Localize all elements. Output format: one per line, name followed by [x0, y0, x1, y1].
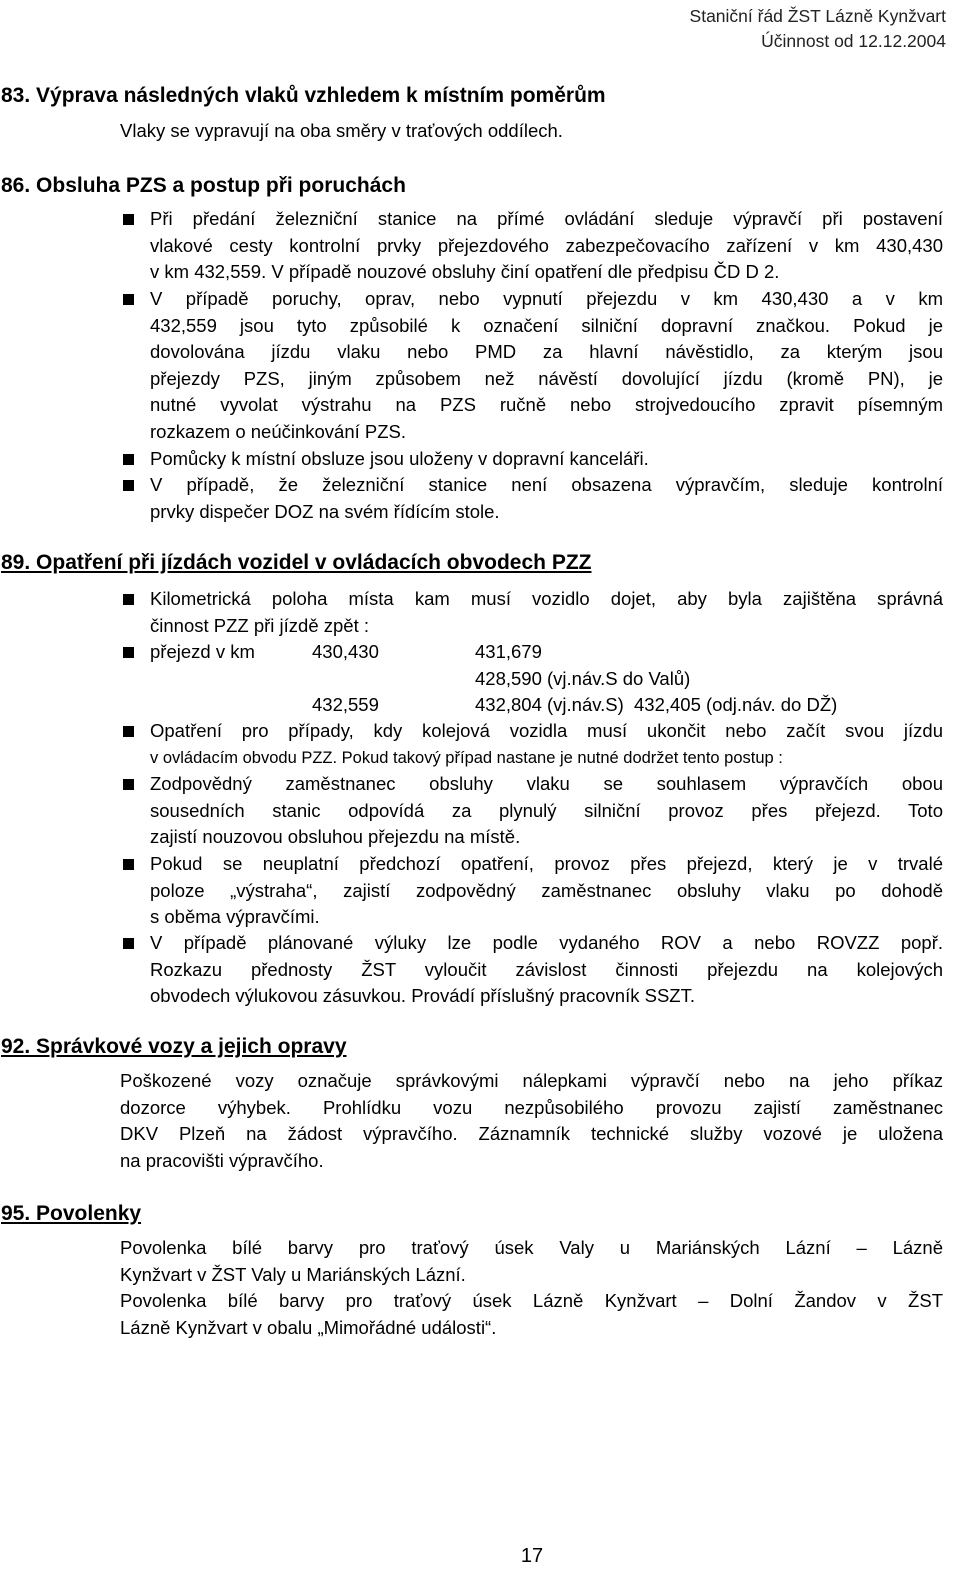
section-89-title: 89. Opatření při jízdách vozidel v ovládacích obvodech PZZ	[1, 551, 592, 574]
bullet-square-icon	[123, 938, 134, 949]
crossing-row-1	[150, 639, 943, 666]
crossing-value-2: 428,590 (vj.náv.S do Valů)	[475, 667, 691, 689]
section-89-bullet-1: Kilometrická poloha místa kam musí vozidlo dojet, aby byla zajištěna správná činnost PZZ při jízdě zpět :	[150, 586, 943, 639]
bullet-square-icon	[123, 214, 134, 225]
section-89-bullet-4: Pokud se neuplatní předchozí opatření, provoz přes přejezd, který je v trvalé poloze „výstraha“, zajistí zodpovědný zaměstnanec obsluhy vlaku po dohodě s oběma výpravčími.	[150, 851, 943, 931]
bullet-square-icon	[123, 779, 134, 790]
crossing-value-3: 432,804 (vj.náv.S)	[475, 694, 624, 716]
section-86-bullet-2: V případě poruchy, oprav, nebo vypnutí přejezdu v km 430,430 a v km 432,559 jsou tyto způsobilé k označení silniční dopravní značkou. Pokud je dovolována jízdu vlaku nebo PMD za hlavní návěstidlo, za kterým jsou přejezdy PZS, jiným způsobem než návěstí dovolující jízdu (kromě PN), je nutné vyvolat výstrahu na PZS ručně nebo strojvedoucího zpravit písemným rozkazem o neúčinkování PZS.	[150, 286, 943, 446]
section-89-bullet-3: Zodpovědný zaměstnanec obsluhy vlaku se souhlasem výpravčích obou sousedních stanic odpovídá za plynulý silniční provoz přes přejezd. Toto zajistí nouzovou obsluhou přejezdu na místě.	[150, 771, 943, 851]
section-89-crossing-table	[150, 639, 943, 719]
bullet-square-icon	[123, 647, 134, 658]
header-effective-date: Účinnost od 12.12.2004	[761, 31, 946, 51]
crossing-value-4: 432,405 (odj.náv. do DŽ)	[634, 694, 838, 716]
section-95-text: Povolenka bílé barvy pro traťový úsek Valy u Mariánských Lázní – Lázně Kynžvart v ŽST Valy u Mariánských Lázní. Povolenka bílé barvy pro traťový úsek Lázně Kynžvart – Dolní Žandov v ŽST Lázně Kynžvart v obalu „Mimořádné události“.	[120, 1237, 943, 1338]
bullet-square-icon	[123, 454, 134, 465]
crossing-row-2	[150, 666, 943, 693]
section-86-title: 86. Obsluha PZS a postup při poruchách	[1, 174, 406, 197]
bullet-square-icon	[123, 480, 134, 491]
crossing-label: přejezd v km	[150, 641, 255, 662]
section-83-text: Vlaky se vypravují na oba směry v traťových oddílech.	[120, 120, 563, 141]
bullet-square-icon	[123, 726, 134, 737]
header-document-title: Staniční řád ŽST Lázně Kynžvart	[689, 6, 946, 26]
section-86-bullet-3: Pomůcky k místní obsluze jsou uloženy v dopravní kanceláři.	[150, 446, 943, 473]
section-89-bullet-2: Opatření pro případy, kdy kolejová vozidla musí ukončit nebo začít svou jízdu v ovládacím obvodu PZZ. Pokud takový případ nastane je nutné dodržet tento postup :	[150, 718, 943, 771]
page-number: 17	[520, 1545, 544, 1567]
section-86-bullet-4: V případě, že železniční stanice není obsazena výpravčím, sleduje kontrolní prvky dispečer DOZ na svém řídícím stole.	[150, 472, 943, 525]
section-92-text: Poškozené vozy označuje správkovými nálepkami výpravčí nebo na jeho příkaz dozorce výhybek. Prohlídku vozu nezpůsobilého provozu zajistí zaměstnanec DKV Plzeň na žádost výpravčího. Záznamník technické služby vozové je uložena na pracovišti výpravčího.	[120, 1070, 943, 1171]
bullet-square-icon	[123, 859, 134, 870]
section-83-title: 83. Výprava následných vlaků vzhledem k místním poměrům	[1, 84, 606, 107]
crossing-km-2: 432,559	[312, 694, 379, 716]
bullet-square-icon	[123, 294, 134, 305]
crossing-value-1: 431,679	[475, 641, 542, 662]
page-header	[690, 4, 946, 54]
bullet-square-icon	[123, 594, 134, 605]
crossing-km-1: 430,430	[312, 641, 379, 662]
section-86-bullet-1: Při předání železniční stanice na přímé ovládání sleduje výpravčí při postavení vlakové cesty kontrolní prvky přejezdového zabezpečovacího zařízení v km 430,430 v km 432,559. V případě nouzové obsluhy činí opatření dle předpisu ČD D 2.	[150, 206, 943, 286]
section-95-title: 95. Povolenky	[1, 1202, 142, 1225]
section-89-bullet-5: V případě plánované výluky lze podle vydaného ROV a nebo ROVZZ popř. Rozkazu přednosty ŽST vyloučit závislost činnosti přejezdu na kolejových obvodech výlukovou zásuvkou. Provádí příslušný pracovník SSZT.	[150, 930, 943, 1010]
section-92-title: 92. Správkové vozy a jejich opravy	[1, 1035, 347, 1058]
crossing-row-3	[150, 692, 943, 719]
